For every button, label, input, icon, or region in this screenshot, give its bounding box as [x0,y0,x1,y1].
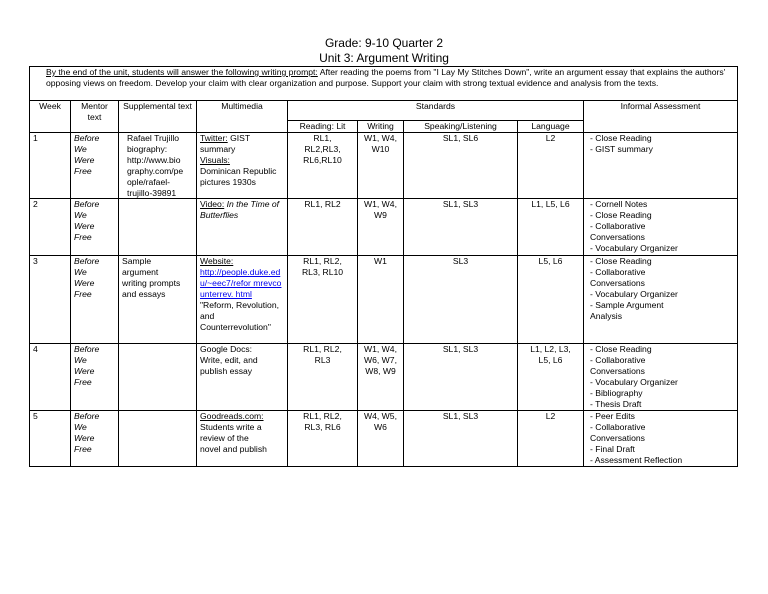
video-label: Video: [200,199,225,210]
multimedia-cell: Twitter: GIST summary Visuals: Dominican Republic pictures 1930s [197,133,288,199]
assessment-cell: - Peer Edits - Collaborative Conversations - Final Draft - Assessment Reflection [584,411,738,467]
multimedia-cell: Google Docs: Write, edit, and publish essay [197,344,288,411]
table-row [30,411,738,467]
language-cell: L1, L5, L6 [518,199,584,256]
col-multimedia: Multimedia [197,101,288,133]
unit-title: Unit 3: Argument Writing [319,51,449,65]
writing-cell: W1, W4, W10 [358,133,404,199]
col-week: Week [30,101,71,133]
mentor-cell: Before We Were Free [71,411,119,467]
prompt-body: After reading the poems from "I Lay My Stitches Down", write an argument essay that explains the authors' opposing views on freedom. Develop your claim with clear organization and purpose. Support your claim with strong textual evidence and analysis from the texts. [46,67,726,88]
col-reading-lit: Reading: Lit [288,121,358,133]
speaking-cell: SL1, SL3 [404,344,518,411]
language-cell: L2 [518,133,584,199]
table-row [30,199,738,256]
video-title: In the Time of Butterflies [200,199,280,221]
reading-cell: RL1, RL2, RL3, RL6 [288,411,358,467]
document-title-block [0,36,768,66]
grade-title: Grade: 9-10 Quarter 2 [324,36,444,50]
website-link[interactable]: http://people.duke.edu/~eec7/refor mrevcounterrev. html [200,267,282,300]
speaking-cell: SL1, SL3 [404,199,518,256]
unit-plan-table [29,66,738,467]
col-supplemental-text: Supplemental text [119,101,197,133]
reading-cell: RL1, RL2,RL3, RL6,RL10 [288,133,358,199]
supplemental-cell: Rafael Trujillo biography: http://www.bio graphy.com/pe ople/rafael- trujillo-39891 [119,133,197,199]
goodreads-label: Goodreads.com: [200,411,264,422]
multimedia-cell [197,199,288,256]
multimedia-cell: Website: http://people.duke.edu/~eec7/refor mrevcounterrev. html "Reform, Revolution, and Counterrevolution" [197,256,288,344]
col-speaking-listening: Speaking/Listening [404,121,518,133]
week-cell: 1 [30,133,71,199]
website-label: Website: [200,256,234,267]
twitter-label: Twitter: [200,133,228,143]
reading-cell: RL1, RL2, RL3 [288,344,358,411]
language-cell: L1, L2, L3, L5, L6 [518,344,584,411]
col-mentor-text: Mentor text [71,101,119,133]
speaking-cell: SL1, SL3 [404,411,518,467]
assessment-cell: - Close Reading - GIST summary [584,133,738,199]
col-writing: Writing [358,121,404,133]
language-cell: L2 [518,411,584,467]
writing-cell: W1 [358,256,404,344]
col-standards: Standards [288,101,584,121]
visuals-label: Visuals: [200,154,230,165]
week-cell: 2 [30,199,71,256]
speaking-cell: SL3 [404,256,518,344]
week-cell: 4 [30,344,71,411]
supplemental-cell [119,199,197,256]
mentor-cell: Before We Were Free [71,256,119,344]
col-language: Language [518,121,584,133]
col-informal-assessment: Informal Assessment [584,101,738,133]
week-cell: 3 [30,256,71,344]
table-row [30,256,738,344]
writing-cell: W4, W5, W6 [358,411,404,467]
assessment-cell: - Cornell Notes - Close Reading - Collaborative Conversations - Vocabulary Organizer [584,199,738,256]
prompt-row [30,67,738,101]
writing-prompt-cell [30,67,738,101]
writing-cell: W1, W4, W9 [358,199,404,256]
supplemental-cell: Sample argument writing prompts and essays [119,256,197,344]
table-row [30,344,738,411]
mentor-cell: Before We Were Free [71,133,119,199]
table-row [30,133,738,199]
mentor-cell: Before We Were Free [71,344,119,411]
mentor-cell: Before We Were Free [71,199,119,256]
prompt-lead: By the end of the unit, students will answer the following writing prompt: [46,67,318,77]
multimedia-cell: Goodreads.com: Students write a review of the novel and publish [197,411,288,467]
language-cell: L5, L6 [518,256,584,344]
assessment-cell: - Close Reading - Collaborative Conversations - Vocabulary Organizer - Bibliography - Thesis Draft [584,344,738,411]
supplemental-cell [119,344,197,411]
assessment-cell: - Close Reading - Collaborative Conversations - Vocabulary Organizer - Sample Argument Analysis [584,256,738,344]
header-row [30,101,738,121]
supplemental-cell [119,411,197,467]
reading-cell: RL1, RL2 [288,199,358,256]
speaking-cell: SL1, SL6 [404,133,518,199]
reading-cell: RL1, RL2, RL3, RL10 [288,256,358,344]
writing-cell: W1, W4, W6, W7, W8, W9 [358,344,404,411]
week-cell: 5 [30,411,71,467]
